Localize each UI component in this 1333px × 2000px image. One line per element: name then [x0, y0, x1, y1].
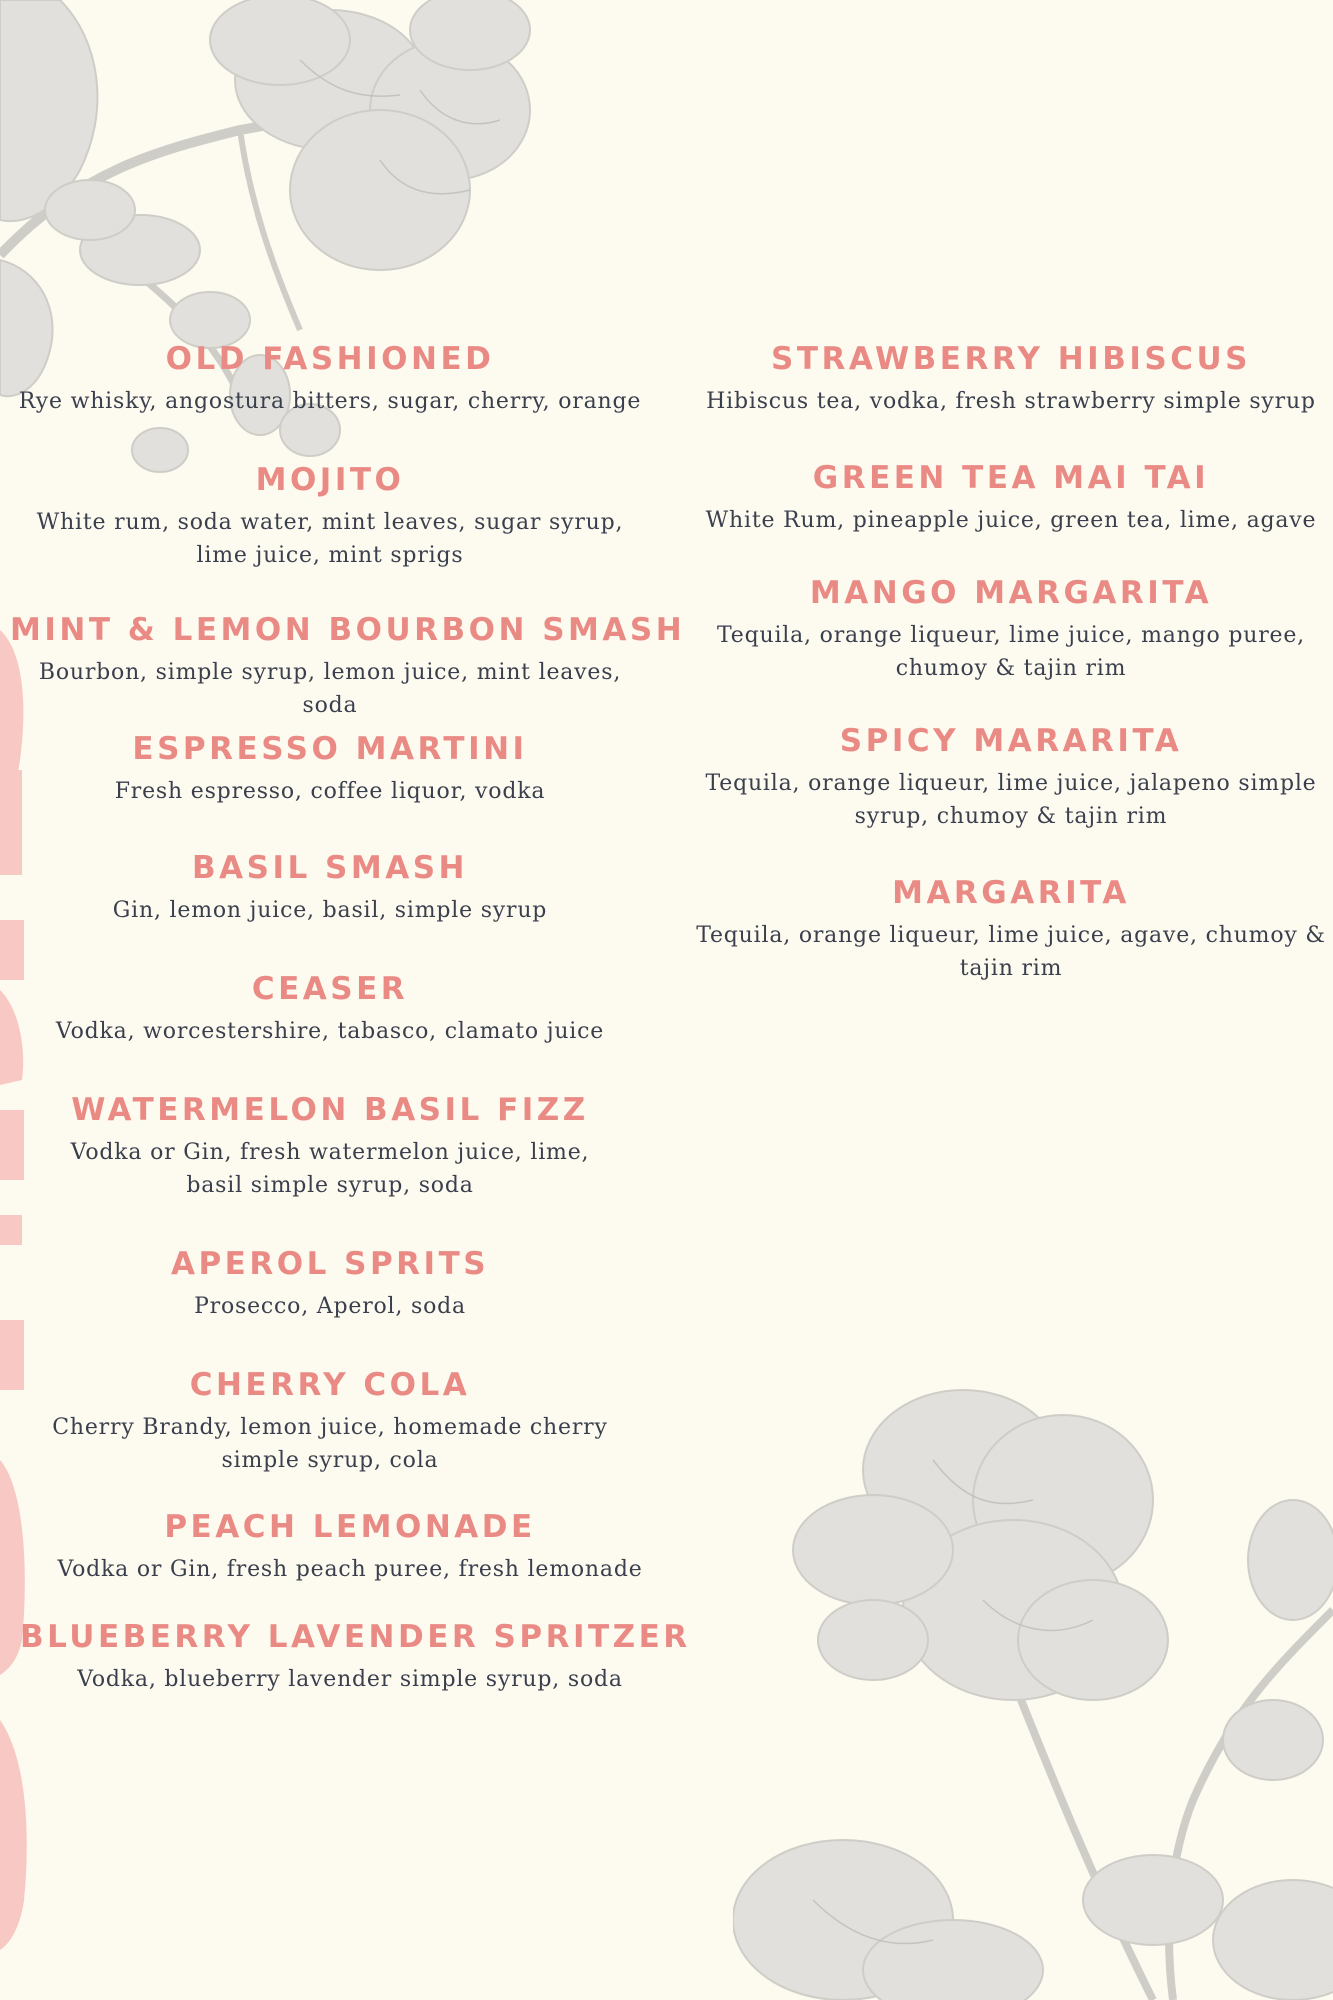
- drink-description: Tequila, orange liqueur, lime juice, mango puree, chumoy & tajin rim: [717, 623, 1305, 681]
- drink-description: Fresh espresso, coffee liquor, vodka: [114, 779, 546, 804]
- drink-name: GREEN TEA MAI TAI: [812, 460, 1210, 496]
- drink-description: Tequila, orange liqueur, lime juice, jalapeno simple syrup, chumoy & tajin rim: [705, 771, 1317, 829]
- drink-description: White rum, soda water, mint leaves, sugar syrup, lime juice, mint sprigs: [36, 510, 624, 568]
- menu-item-espresso-martini: [10, 729, 650, 808]
- drink-name: STRAWBERRY HIBISCUS: [771, 341, 1251, 377]
- drink-name: BASIL SMASH: [192, 850, 468, 886]
- drink-description: Tequila, orange liqueur, lime juice, agave, chumoy & tajin rim: [696, 923, 1326, 981]
- menu-item-old-fashioned: [10, 339, 650, 418]
- drink-description: Vodka, worcestershire, tabasco, clamato juice: [55, 1019, 605, 1044]
- drink-name: OLD FASHIONED: [165, 341, 495, 377]
- menu-item-green-tea-mai-tai: [696, 458, 1326, 537]
- drink-description: Prosecco, Aperol, soda: [194, 1294, 466, 1319]
- drink-name: APEROL SPRITS: [170, 1246, 490, 1282]
- menu-item-spicy-mararita: [696, 721, 1326, 833]
- drink-description: White Rum, pineapple juice, green tea, lime, agave: [705, 508, 1317, 533]
- drink-name: MARGARITA: [892, 875, 1130, 911]
- right-menu-column: [666, 0, 1333, 1100]
- drink-name: SPICY MARARITA: [839, 723, 1183, 759]
- drink-description: Bourbon, simple syrup, lemon juice, mint leaves, soda: [38, 660, 622, 718]
- drink-name: MANGO MARGARITA: [809, 575, 1213, 611]
- menu-item-ceaser: [10, 969, 650, 1048]
- drink-name: ESPRESSO MARTINI: [132, 731, 528, 767]
- drink-name: PEACH LEMONADE: [164, 1509, 536, 1545]
- menu-item-peach-lemonade: [20, 1507, 680, 1586]
- menu-item-watermelon-basil-fizz: [10, 1090, 650, 1202]
- drink-name: CHERRY COLA: [189, 1367, 471, 1403]
- menu-item-strawberry-hibiscus: [696, 339, 1326, 418]
- drink-description: Gin, lemon juice, basil, simple syrup: [112, 898, 548, 923]
- menu-item-mango-margarita: [696, 573, 1326, 685]
- drink-name: BLUEBERRY LAVENDER SPRITZER: [20, 1619, 691, 1655]
- menu-item-mint-lemon-bourbon-smash: [10, 610, 686, 722]
- drink-description: Rye whisky, angostura bitters, sugar, cherry, orange: [18, 389, 642, 414]
- menu-item-basil-smash: [10, 848, 650, 927]
- drink-description: Vodka, blueberry lavender simple syrup, soda: [77, 1667, 623, 1692]
- drink-description: Cherry Brandy, lemon juice, homemade cherry simple syrup, cola: [52, 1415, 608, 1473]
- menu-item-mojito: [10, 460, 650, 572]
- menu-item-cherry-cola: [10, 1365, 650, 1477]
- drink-description: Vodka or Gin, fresh peach puree, fresh lemonade: [57, 1557, 643, 1582]
- drink-name: WATERMELON BASIL FIZZ: [71, 1092, 589, 1128]
- drink-name: MOJITO: [255, 462, 405, 498]
- flower-illustration-icon: [733, 1380, 1333, 2000]
- menu-item-aperol-sprits: [10, 1244, 650, 1323]
- menu-item-margarita: [696, 873, 1326, 985]
- drink-description: Vodka or Gin, fresh watermelon juice, lime, basil simple syrup, soda: [70, 1140, 590, 1198]
- drink-name: MINT & LEMON BOURBON SMASH: [10, 612, 686, 648]
- drink-description: Hibiscus tea, vodka, fresh strawberry simple syrup: [706, 389, 1316, 414]
- drink-name: CEASER: [251, 971, 409, 1007]
- menu-item-blueberry-lavender-spritzer: [20, 1617, 691, 1696]
